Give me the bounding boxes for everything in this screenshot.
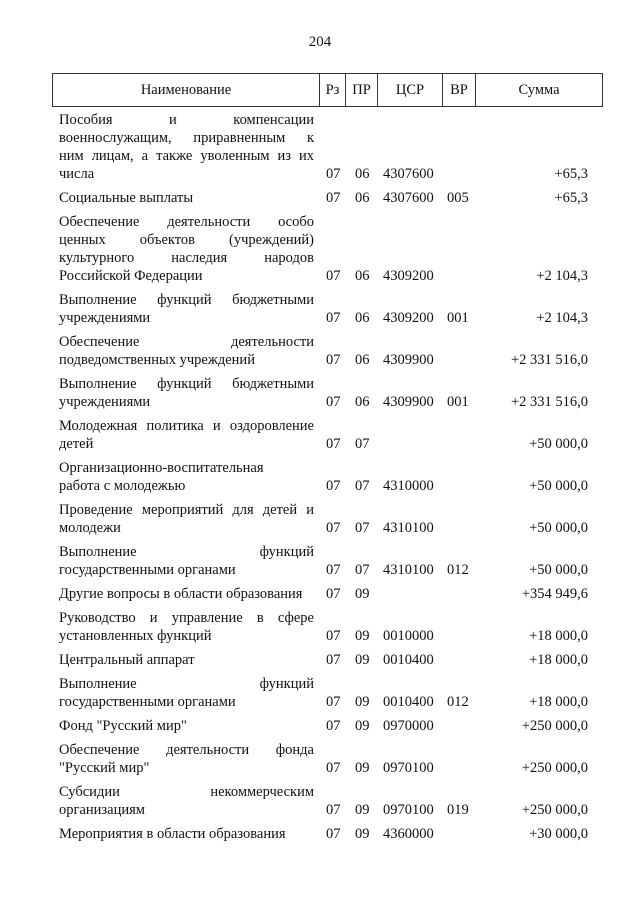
row-sum: +2 104,3 [536, 268, 588, 284]
row-name-line: учреждениями [59, 394, 151, 410]
row-rz: 07 [326, 760, 341, 776]
row-pr: 09 [355, 694, 370, 710]
table-row [0, 717, 640, 735]
row-pr: 09 [355, 718, 370, 734]
row-name [59, 213, 314, 285]
row-name-line: Мероприятия в области образования [59, 826, 286, 842]
row-name-line: Пособия и компенсации [59, 112, 314, 128]
row-name [59, 459, 314, 495]
table-row [0, 111, 640, 183]
row-vr: 012 [447, 562, 469, 578]
row-name-line: Выполнение функций [59, 676, 314, 692]
row-vr: 001 [447, 394, 469, 410]
row-sum: +2 331 516,0 [510, 394, 588, 410]
row-pr: 06 [355, 394, 370, 410]
row-csr: 4360000 [383, 826, 434, 842]
row-name-line: государственными органами [59, 562, 236, 578]
row-name-line: Выполнение функций бюджетными [59, 292, 314, 308]
row-pr: 09 [355, 586, 370, 602]
row-name-line: Организационно-воспитательная [59, 460, 264, 476]
row-name [59, 333, 314, 369]
row-vr: 001 [447, 310, 469, 326]
row-rz: 07 [326, 802, 341, 818]
row-name-line: числа [59, 166, 95, 182]
row-csr: 4310100 [383, 562, 434, 578]
row-csr: 0970000 [383, 718, 434, 734]
row-sum: +2 104,3 [536, 310, 588, 326]
row-csr: 0010400 [383, 652, 434, 668]
row-rz: 07 [326, 190, 341, 206]
row-csr: 0010400 [383, 694, 434, 710]
row-pr: 09 [355, 826, 370, 842]
row-name-line: Другие вопросы в области образования [59, 586, 303, 602]
row-name [59, 675, 314, 711]
row-name-line: Центральный аппарат [59, 652, 195, 668]
row-name [59, 543, 314, 579]
row-csr: 0970100 [383, 760, 434, 776]
row-rz: 07 [326, 520, 341, 536]
row-name [59, 189, 314, 207]
table-row [0, 783, 640, 819]
row-sum: +50 000,0 [529, 478, 588, 494]
row-rz: 07 [326, 628, 341, 644]
row-csr: 4309900 [383, 352, 434, 368]
table-row [0, 291, 640, 327]
row-csr: 4307600 [383, 166, 434, 182]
row-sum: +2 331 516,0 [510, 352, 588, 368]
table-row [0, 543, 640, 579]
table-row [0, 375, 640, 411]
row-sum: +250 000,0 [521, 718, 588, 734]
header-pr: ПР [346, 74, 378, 106]
row-rz: 07 [326, 352, 341, 368]
header-sum: Сумма [518, 81, 560, 98]
row-sum: +250 000,0 [521, 760, 588, 776]
row-name [59, 501, 314, 537]
row-name-line: культурного наследия народов [59, 250, 314, 266]
row-rz: 07 [326, 694, 341, 710]
row-rz: 07 [326, 310, 341, 326]
row-name-line: военнослужащим, приравненным к [59, 130, 314, 146]
row-pr: 07 [355, 436, 370, 452]
table-header [52, 73, 603, 107]
row-sum: +50 000,0 [529, 436, 588, 452]
row-vr: 019 [447, 802, 469, 818]
row-name [59, 585, 314, 603]
table-body [0, 111, 640, 849]
table-row [0, 459, 640, 495]
row-csr: 4309900 [383, 394, 434, 410]
table-row [0, 333, 640, 369]
header-rz: Рз [320, 74, 346, 106]
row-sum: +65,3 [554, 166, 588, 182]
table-row [0, 609, 640, 645]
row-csr: 4309200 [383, 310, 434, 326]
row-csr: 4310100 [383, 520, 434, 536]
row-name-line: Обеспечение деятельности особо [59, 214, 314, 230]
row-sum: +250 000,0 [521, 802, 588, 818]
row-name [59, 783, 314, 819]
row-name-line: Фонд "Русский мир" [59, 718, 187, 734]
row-pr: 06 [355, 268, 370, 284]
row-csr: 0010000 [383, 628, 434, 644]
table-row [0, 741, 640, 777]
row-pr: 06 [355, 166, 370, 182]
row-name [59, 825, 314, 843]
row-rz: 07 [326, 166, 341, 182]
row-rz: 07 [326, 652, 341, 668]
row-rz: 07 [326, 586, 341, 602]
row-name-line: Обеспечение деятельности фонда [59, 742, 314, 758]
row-sum: +50 000,0 [529, 520, 588, 536]
row-name-line: учреждениями [59, 310, 151, 326]
table-row [0, 825, 640, 843]
table-row [0, 417, 640, 453]
row-rz: 07 [326, 562, 341, 578]
row-name-line: Проведение мероприятий для детей и [59, 502, 314, 518]
row-name-line: Молодежная политика и оздоровление [59, 418, 314, 434]
row-csr: 4309200 [383, 268, 434, 284]
row-name-line: ценных объектов (учреждений) [59, 232, 314, 248]
row-name [59, 741, 314, 777]
row-pr: 07 [355, 562, 370, 578]
row-vr: 012 [447, 694, 469, 710]
row-sum: +50 000,0 [529, 562, 588, 578]
row-rz: 07 [326, 394, 341, 410]
row-pr: 09 [355, 628, 370, 644]
row-rz: 07 [326, 718, 341, 734]
row-name-line: Субсидии некоммерческим [59, 784, 314, 800]
row-name-line: молодежи [59, 520, 121, 536]
row-sum: +30 000,0 [529, 826, 588, 842]
row-pr: 09 [355, 802, 370, 818]
row-pr: 07 [355, 478, 370, 494]
row-rz: 07 [326, 478, 341, 494]
table-row [0, 675, 640, 711]
row-pr: 07 [355, 520, 370, 536]
row-pr: 09 [355, 652, 370, 668]
row-sum: +18 000,0 [529, 694, 588, 710]
table-row [0, 585, 640, 603]
row-name-line: ним лицам, а также уволенным из их [59, 148, 314, 164]
row-name-line: Выполнение функций бюджетными [59, 376, 314, 392]
row-name-line: Руководство и управление в сфере [59, 610, 314, 626]
row-name-line: установленных функций [59, 628, 212, 644]
row-sum: +18 000,0 [529, 652, 588, 668]
row-name-line: работа с молодежью [59, 478, 186, 494]
row-rz: 07 [326, 436, 341, 452]
row-name [59, 291, 314, 327]
header-name: Наименование [53, 74, 320, 106]
row-name-line: государственными органами [59, 694, 236, 710]
row-name [59, 651, 314, 669]
row-sum: +65,3 [554, 190, 588, 206]
row-name-line: Выполнение функций [59, 544, 314, 560]
row-pr: 06 [355, 190, 370, 206]
row-vr: 005 [447, 190, 469, 206]
table-row [0, 651, 640, 669]
row-name-line: детей [59, 436, 94, 452]
row-sum: +18 000,0 [529, 628, 588, 644]
page-number: 204 [308, 34, 332, 50]
row-name-line: подведомственных учреждений [59, 352, 255, 368]
row-pr: 06 [355, 310, 370, 326]
row-name-line: Социальные выплаты [59, 190, 194, 206]
row-sum: +354 949,6 [521, 586, 588, 602]
row-csr: 4307600 [383, 190, 434, 206]
row-name-line: Российской Федерации [59, 268, 203, 284]
row-csr: 4310000 [383, 478, 434, 494]
header-csr: ЦСР [378, 74, 443, 106]
row-name [59, 111, 314, 183]
row-pr: 09 [355, 760, 370, 776]
row-csr: 0970100 [383, 802, 434, 818]
row-name [59, 417, 314, 453]
row-name-line: "Русский мир" [59, 760, 150, 776]
row-name [59, 609, 314, 645]
row-rz: 07 [326, 268, 341, 284]
table-row [0, 189, 640, 207]
row-name-line: организациям [59, 802, 145, 818]
table-row [0, 501, 640, 537]
header-vr: ВР [443, 74, 476, 106]
row-name [59, 375, 314, 411]
row-name-line: Обеспечение деятельности [59, 334, 314, 350]
table-row [0, 213, 640, 285]
row-pr: 06 [355, 352, 370, 368]
row-rz: 07 [326, 826, 341, 842]
row-name [59, 717, 314, 735]
